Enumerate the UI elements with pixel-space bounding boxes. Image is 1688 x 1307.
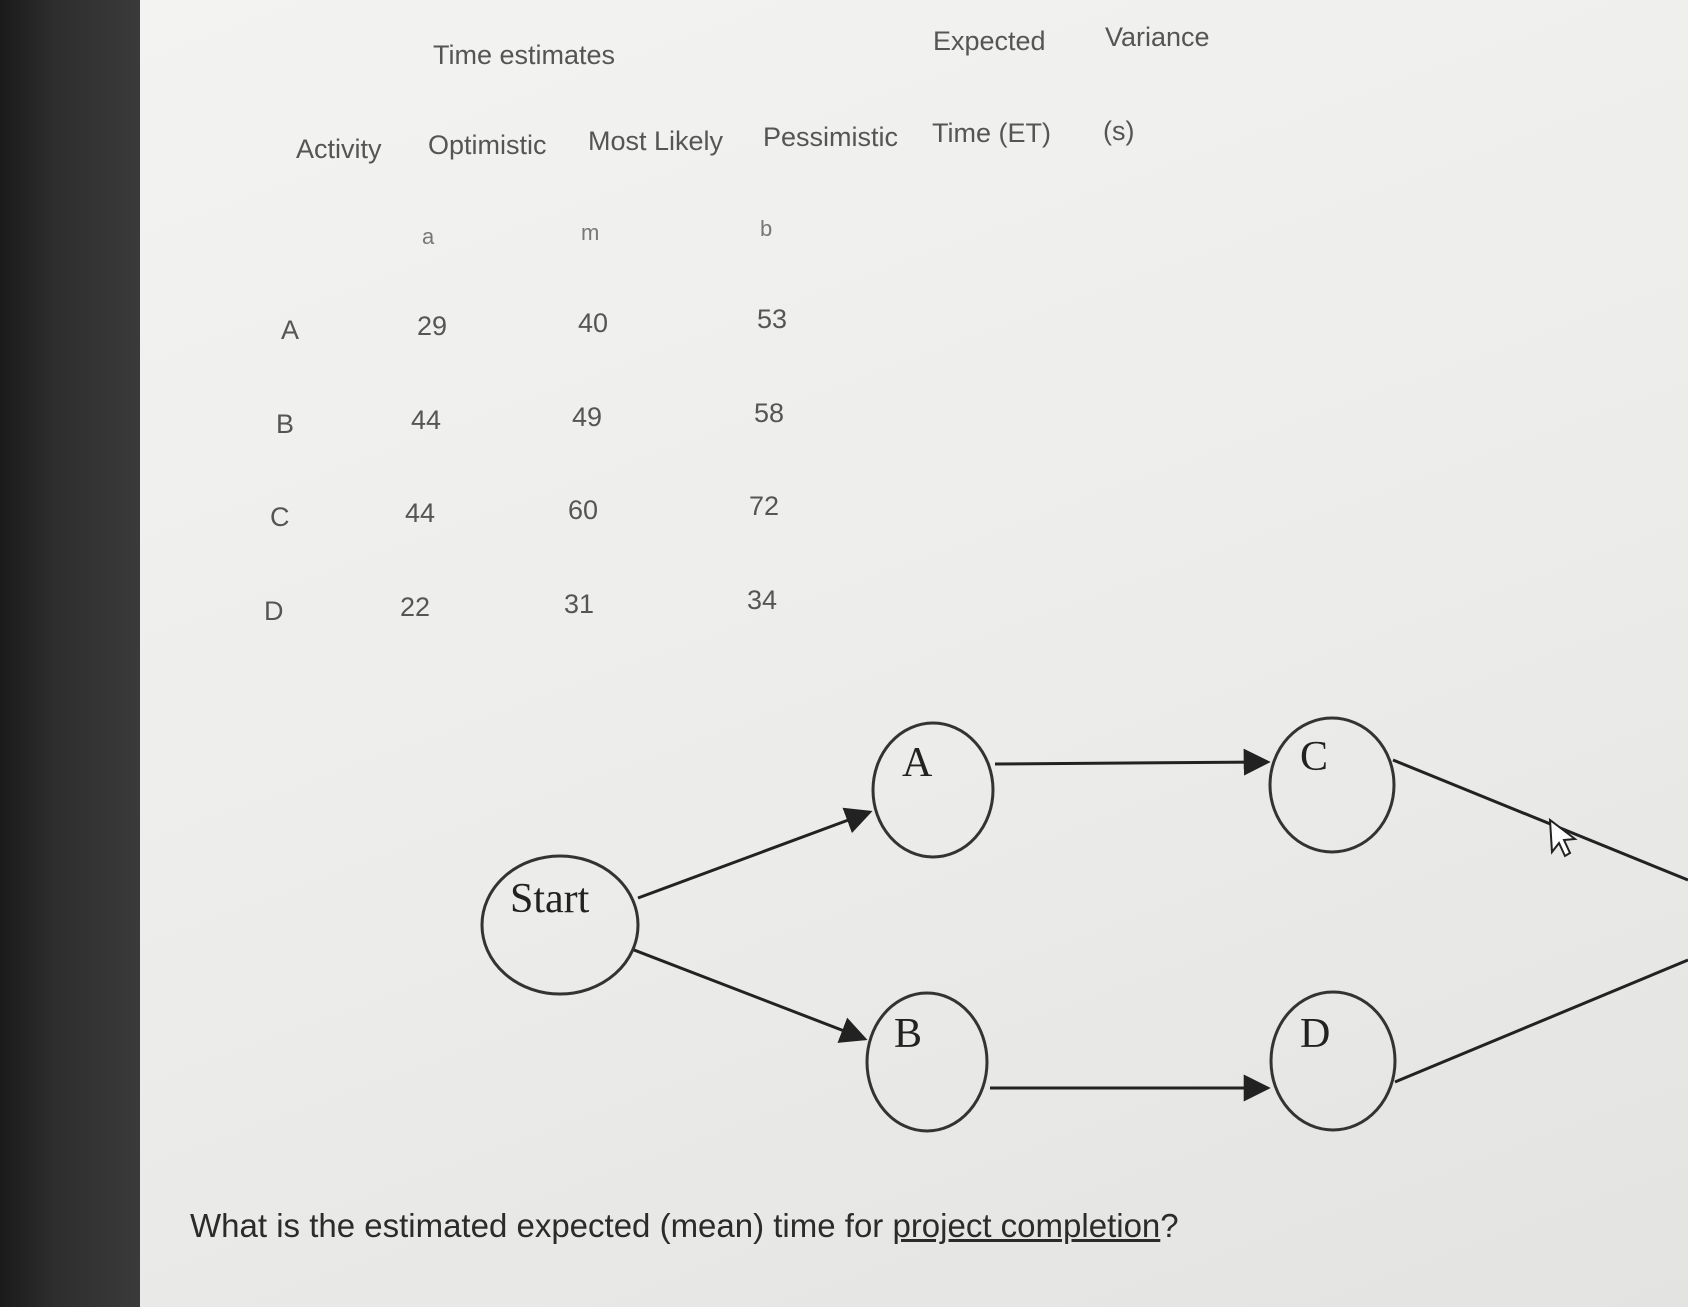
question-after: ?: [1160, 1207, 1179, 1244]
row-b-pessimistic: 58: [754, 398, 785, 428]
node-a: [873, 723, 993, 857]
question-before: What is the estimated expected (mean) time for: [190, 1207, 893, 1244]
col-pessimistic: Pessimistic: [763, 122, 899, 152]
symbol-a: a: [422, 224, 435, 249]
row-d-activity: D: [264, 596, 284, 626]
row-a-most-likely: 40: [578, 308, 609, 338]
node-a-label: A: [902, 740, 933, 786]
row-a-optimistic: 29: [417, 311, 448, 341]
symbol-m: m: [581, 220, 600, 245]
screen: [140, 0, 1688, 1307]
row-a-pessimistic: 53: [757, 304, 788, 334]
row-d-pessimistic: 34: [747, 585, 778, 615]
header-variance: Variance: [1105, 22, 1210, 52]
edge-c-finish: [1393, 760, 1688, 880]
row-b-activity: B: [276, 409, 295, 439]
col-optimistic: Optimistic: [428, 130, 547, 160]
node-b-label: B: [894, 1011, 923, 1057]
mouse-cursor-icon: [1550, 820, 1575, 856]
project-completion-link[interactable]: project completion: [892, 1207, 1161, 1244]
row-b-optimistic: 44: [411, 405, 442, 435]
header-time-estimates: Time estimates: [433, 40, 616, 70]
edge-a-c: [995, 762, 1268, 764]
edge-start-a: [638, 812, 870, 898]
node-c: [1270, 718, 1394, 852]
col-expected-time: Time (ET): [932, 118, 1051, 148]
row-d-most-likely: 31: [564, 589, 595, 619]
col-variance-s: (s): [1103, 116, 1135, 146]
monitor-bezel: [0, 0, 140, 1307]
row-d-optimistic: 22: [400, 592, 431, 622]
node-start: [482, 856, 638, 994]
node-d: [1271, 992, 1395, 1130]
node-d-label: D: [1300, 1011, 1331, 1057]
edge-d-finish: [1395, 960, 1688, 1082]
symbol-b: b: [760, 216, 773, 241]
row-a-activity: A: [281, 315, 300, 345]
row-c-optimistic: 44: [405, 498, 436, 528]
node-c-label: C: [1300, 734, 1329, 780]
col-most-likely: Most Likely: [588, 126, 724, 156]
node-b: [867, 993, 987, 1131]
row-c-most-likely: 60: [568, 495, 599, 525]
row-c-pessimistic: 72: [749, 491, 780, 521]
node-start-label: Start: [510, 876, 590, 922]
header-expected: Expected: [933, 26, 1046, 56]
network-diagram: [140, 0, 1688, 1307]
question-text: [190, 1207, 1179, 1245]
row-c-activity: C: [270, 502, 290, 532]
row-b-most-likely: 49: [572, 402, 603, 432]
col-activity: Activity: [296, 134, 382, 164]
edge-start-b: [634, 950, 865, 1039]
